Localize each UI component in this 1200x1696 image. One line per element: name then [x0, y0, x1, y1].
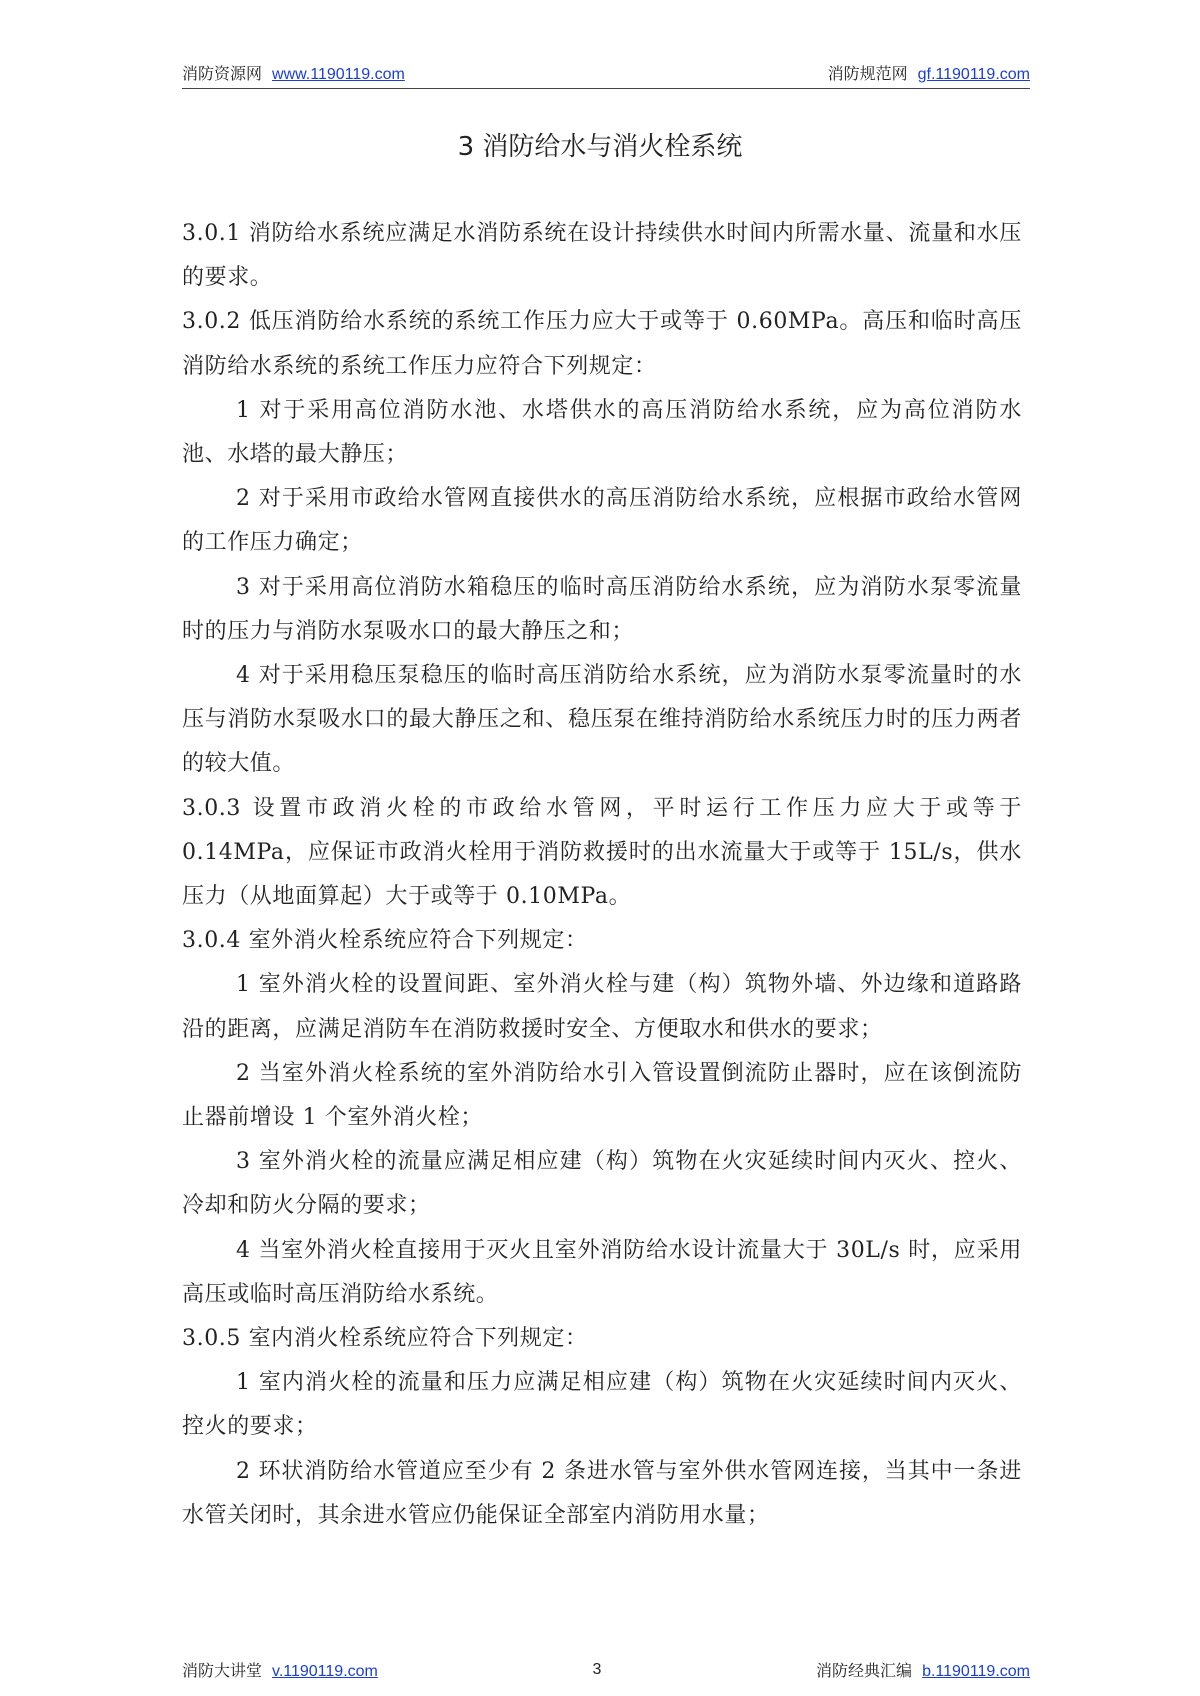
header-left-link[interactable]: www.1190119.com — [272, 66, 405, 83]
clause-3-0-5: 3.0.5 室内消火栓系统应符合下列规定： — [182, 1326, 588, 1352]
header-right-label: 消防规范网 — [827, 64, 908, 83]
chapter-title: 3 消防给水与消火栓系统 — [457, 132, 743, 162]
page-header — [182, 56, 1030, 89]
clause-item: 2 对于采用市政给水管网直接供水的高压消防给水系统，应根据市政给水管网的工作压力确定； — [182, 486, 1022, 556]
header-right-link[interactable]: gf.1190119.com — [917, 66, 1030, 83]
clause-item: 2 环状消防给水管道应至少有 2 条进水管与室外供水管网连接，当其中一条进水管关闭时，其余进水管应仍能保证全部室内消防用水量； — [182, 1458, 1022, 1528]
footer-right — [816, 1658, 1030, 1681]
page-footer — [182, 1658, 1030, 1681]
footer-left — [182, 1658, 378, 1681]
clause-item: 3 对于采用高位消防水箱稳压的临时高压消防给水系统，应为消防水泵零流量时的压力与消防水泵吸水口的最大静压之和； — [182, 574, 1022, 644]
clause-item: 3 室外消火栓的流量应满足相应建（构）筑物在火灾延续时间内灭火、控火、冷却和防火分隔的要求； — [182, 1149, 1022, 1219]
chapter-body — [182, 212, 1022, 1538]
header-left — [182, 61, 405, 84]
clause-item: 4 对于采用稳压泵稳压的临时高压消防给水系统，应为消防水泵零流量时的水压与消防水泵吸水口的最大静压之和、稳压泵在维持消防给水系统压力时的压力两者的较大值。 — [182, 663, 1022, 777]
header-left-label: 消防资源网 — [182, 64, 263, 83]
clause-3-0-4: 3.0.4 室外消火栓系统应符合下列规定： — [182, 928, 588, 954]
page-number: 3 — [592, 1660, 602, 1678]
clause-item: 1 对于采用高位消防水池、水塔供水的高压消防给水系统，应为高位消防水池、水塔的最大静压； — [182, 397, 1022, 468]
clause-3-0-1: 3.0.1 消防给水系统应满足水消防系统在设计持续供水时间内所需水量、流量和水压的要求。 — [182, 221, 1022, 291]
clause-3-0-2: 3.0.2 低压消防给水系统的系统工作压力应大于或等于 0.60MPa。高压和临时高压消防给水系统的系统工作压力应符合下列规定： — [182, 309, 1022, 379]
clause-item: 1 室外消火栓的设置间距、室外消火栓与建（构）筑物外墙、外边缘和道路路沿的距离，应满足消防车在消防救援时安全、方便取水和供水的要求； — [182, 972, 1022, 1042]
footer-right-label: 消防经典汇编 — [816, 1661, 913, 1680]
header-right — [828, 61, 1030, 84]
clause-item: 1 室内消火栓的流量和压力应满足相应建（构）筑物在火灾延续时间内灭火、控火的要求； — [182, 1370, 1022, 1440]
footer-left-label: 消防大讲堂 — [182, 1661, 263, 1680]
clause-item: 4 当室外消火栓直接用于灭火且室外消防给水设计流量大于 30L/s 时，应采用高压或临时高压消防给水系统。 — [182, 1237, 1022, 1307]
clause-item: 2 当室外消火栓系统的室外消防给水引入管设置倒流防止器时，应在该倒流防止器前增设 1 个室外消火栓； — [182, 1060, 1022, 1131]
footer-left-link[interactable]: v.1190119.com — [272, 1663, 378, 1680]
footer-right-link[interactable]: b.1190119.com — [922, 1663, 1030, 1680]
clause-3-0-3: 3.0.3 设置市政消火栓的市政给水管网，平时运行工作压力应大于或等于 0.14MPa，应保证市政消火栓用于消防救援时的出水流量大于或等于 15L/s，供水压力（从地面算起）大于或等于 0.10MPa。 — [182, 795, 1022, 910]
